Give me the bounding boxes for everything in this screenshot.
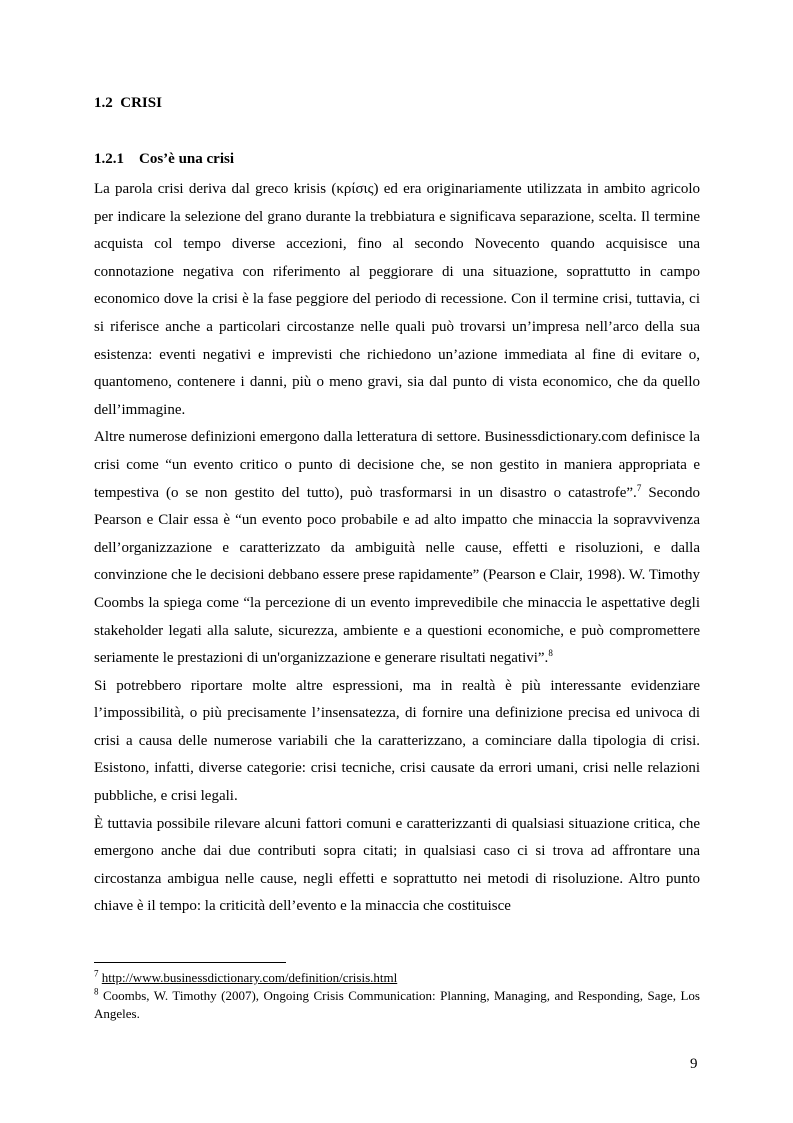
paragraph-common-factors: È tuttavia possibile rilevare alcuni fattori comuni e caratterizzanti di qualsiasi situazione critica, che emergono anche dai due contributi sopra citati; in qualsiasi caso ci si trova ad affrontare una circostanza ambigua nelle cause, negli effetti e soprattutto nei metodi di risoluzione. Altro punto chiave è il tempo: la criticità dell’evento e la minaccia che costituisce: [94, 815, 700, 915]
paragraph-variability: Si potrebbero riportare molte altre espressioni, ma in realtà è più interessante evidenziare l’impossibilità, o più precisamente l’insensatezza, di fornire una definizione precisa ed univoca di crisi a causa delle numerose variabili che la caratterizzano, a cominciare dalla tipologia di crisi. Esistono, infatti, diverse categorie: crisi tecniche, crisi causate da errori umani, crisi nelle relazioni pubbliche, e crisi legali.: [94, 677, 700, 805]
footnote-8-text: Coombs, W. Timothy (2007), Ongoing Crisis Communication: Planning, Managing, and Responding, Sage, Los Angeles.: [94, 988, 700, 1021]
footnote-7-link[interactable]: http://www.businessdictionary.com/definition/crisis.html: [101, 970, 398, 985]
section-title: CRISI: [120, 95, 162, 111]
footnote-7-number: 7: [94, 968, 99, 979]
footnote-separator: [94, 962, 286, 963]
definitions-text-part2: Secondo Pearson e Clair essa è “un evento poco probabile e ad alto impatto che minaccia la sopravvivenza dell’organizzazione e caratterizzato da ambiguità nelle cause, effetti e risoluzioni, e dalla convinzione che le decisioni debbano essere prese rapidamente” (Pearson e Clair, 1998). W. Timothy Coombs la spiega come “la percezione di un evento imprevedibile che minaccia le aspettative degli stakeholder legati alla salute, sicurezza, ambiente e a questioni economiche, e può compromettere seriamente le prestazioni di un'organizzazione e generare risultati negativi”.: [94, 484, 700, 667]
page-number: 9: [690, 1056, 698, 1072]
subsection-heading: [94, 151, 234, 168]
footnote-ref-7[interactable]: 7: [636, 482, 642, 493]
footnote-7: [94, 969, 700, 987]
footnotes: [94, 969, 700, 1023]
subsection-number: 1.2.1: [94, 151, 124, 167]
paragraph-etymology: La parola crisi deriva dal greco krisis (κρίσις) ed era originariamente utilizzata in ambito agricolo per indicare la selezione del grano durante la trebbiatura e significava separazione, scelta. Il termine acquista col tempo diverse accezioni, fino al secondo Novecento quando acquisisce una connotazione negativa con riferimento al peggiorare di una situazione, soprattutto in campo economico dove la crisi è la fase peggiore del periodo di recessione. Con il termine crisi, tuttavia, ci si riferisce anche a particolari circostanze nelle quali può trovarsi un’impresa nell’arco della sua esistenza: eventi negativi e imprevisti che richiedono un’azione immediata al fine di evitare o, quantomeno, contenere i danni, più o meno gravi, sia dal punto di vista economico, che da quello dell’immagine.: [94, 181, 700, 418]
section-number: 1.2: [94, 95, 113, 111]
footnote-8: [94, 987, 700, 1023]
body-text: [94, 176, 700, 921]
definitions-text-part1: Altre numerose definizioni emergono dalla letteratura di settore. Businessdictionary.com definisce la crisi come “un evento critico o punto di decisione che, se non gestito in maniera appropriata e tempestiva (o se non gestito del tutto), può trasformarsi in un disastro o catastrofe”.: [94, 429, 700, 501]
footnote-ref-8[interactable]: 8: [548, 648, 553, 659]
section-heading: [94, 95, 162, 112]
paragraph-definitions: [94, 424, 700, 672]
footnote-8-number: 8: [94, 986, 99, 997]
subsection-title: Cos’è una crisi: [139, 151, 234, 167]
